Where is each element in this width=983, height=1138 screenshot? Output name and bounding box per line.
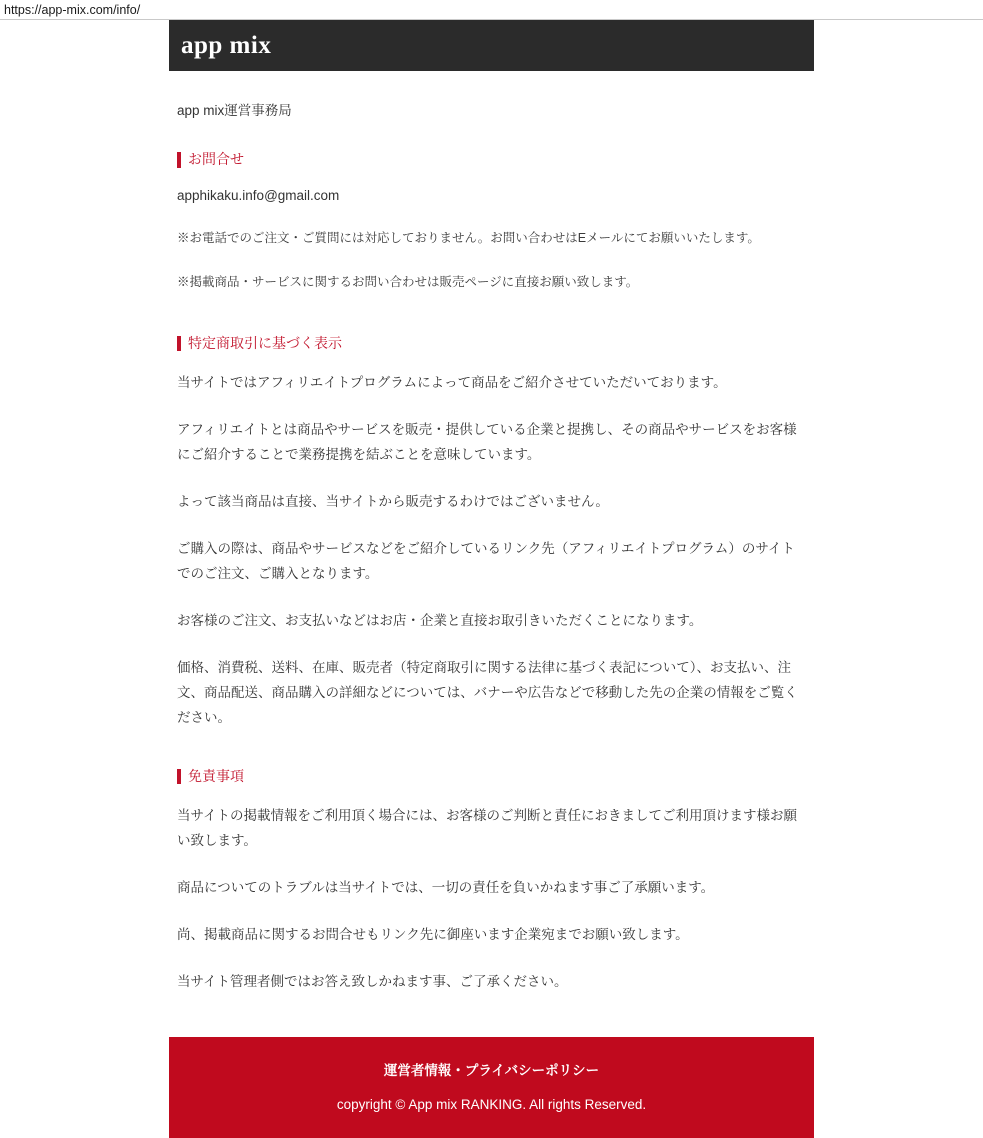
contact-email[interactable]: apphikaku.info@gmail.com [177, 187, 340, 203]
main-content [169, 99, 814, 995]
site-logo-title[interactable]: app mix [181, 31, 272, 59]
disclaimer-paragraph-2: 商品についてのトラブルは当サイトでは、一切の責任を負いかねます事ご了承願います。 [177, 880, 715, 896]
section-heading-legal: 特定商取引に基づく表示 [177, 334, 806, 354]
browser-url-bar[interactable] [0, 0, 983, 20]
legal-paragraph-1: 当サイトではアフィリエイトプログラムによって商品をご紹介させていただいております。 [177, 375, 727, 391]
contact-note-1: ※お電話でのご注文・ご質問には対応しておりません。お問い合わせはEメールにてお願いいたします。 [177, 230, 760, 245]
footer-copyright: copyright © App mix RANKING. All rights Reserved. [336, 1097, 647, 1113]
footer-policy-link[interactable]: 運営者情報・プライバシーポリシー [383, 1063, 600, 1079]
legal-paragraph-5: お客様のご注文、お支払いなどはお店・企業と直接お取引きいただくことになります。 [177, 612, 703, 628]
disclaimer-paragraph-3: 尚、掲載商品に関するお問合せもリンク先に御座います企業宛までお願い致します。 [177, 927, 689, 943]
disclaimer-paragraph-1: 当サイトの掲載情報をご利用頂く場合には、お客様のご判断と責任におきましてご利用頂けます様お願い致します。 [177, 808, 798, 849]
contact-note-2: ※掲載商品・サービスに関するお問い合わせは販売ページに直接お願い致します。 [177, 275, 639, 290]
legal-paragraph-3: よって該当商品は直接、当サイトから販売するわけではございません。 [177, 494, 609, 510]
legal-paragraph-4: ご購入の際は、商品やサービスなどをご紹介しているリンク先（アフィリエイトプログラム）のサイトでのご注文、ご購入となります。 [177, 541, 795, 581]
site-header [169, 20, 814, 71]
legal-paragraph-6: 価格、消費税、送料、在庫、販売者（特定商取引に関する法律に基づく表記について）、お支払い、注文、商品配送、商品購入の詳細などについては、バナーや広告などで移動した先の企業の情報をご覧ください。 [177, 659, 798, 725]
disclaimer-paragraph-4: 当サイト管理者側ではお答え致しかねます事、ご了承ください。 [177, 974, 568, 990]
page-content [169, 20, 814, 1138]
section-heading-disclaimer: 免責事項 [177, 767, 806, 787]
site-footer [169, 1037, 814, 1138]
legal-paragraph-2: アフィリエイトとは商品やサービスを販売・提供している企業と提携し、その商品やサービスをお客様にご紹介することで業務提携を結ぶことを意味しています。 [177, 422, 797, 463]
url-text: https://app-mix.com/info/ [4, 2, 141, 17]
intro-text: app mix運営事務局 [177, 103, 292, 118]
section-heading-contact: お問合せ [177, 150, 806, 170]
